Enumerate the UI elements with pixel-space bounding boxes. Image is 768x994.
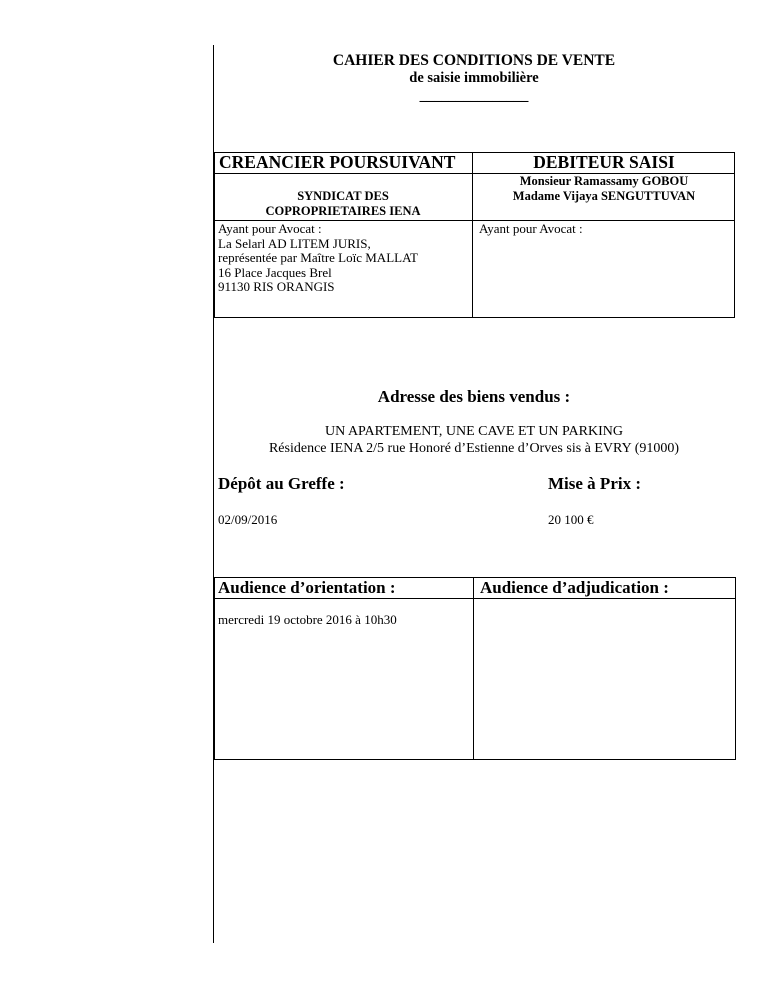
property-description: UN APARTEMENT, UNE CAVE ET UN PARKING (325, 424, 623, 439)
depot-label: Dépôt au Greffe : (218, 474, 345, 493)
creditor-lawyer-block (218, 222, 418, 295)
debtor-lawyer-line: Ayant pour Avocat : (479, 221, 583, 236)
property-address: Résidence IENA 2/5 rue Honoré d’Estienne d’Orves sis à EVRY (91000) (268, 441, 680, 456)
document-title: CAHIER DES CONDITIONS DE VENTE (332, 52, 616, 69)
debtor-heading: DEBITEUR SAISI (533, 152, 675, 172)
creditor-lawyer-line: 16 Place Jacques Brel (218, 264, 332, 280)
hearings-divider-header (214, 598, 736, 599)
debtor-lawyer-block (479, 222, 583, 237)
price-value: 20 100 € (548, 512, 594, 527)
property-heading: Adresse des biens vendus : (377, 387, 571, 406)
title-underline: _______________ (419, 88, 529, 104)
orientation-heading: Audience d’orientation : (218, 578, 396, 597)
hearings-table (214, 577, 736, 760)
creditor-lawyer-line: représentée par Maître Loïc MALLAT (218, 250, 418, 265)
creditor-name-line: COPROPRIETAIRES IENA (265, 204, 421, 218)
price-label: Mise à Prix : (548, 474, 641, 493)
adjudication-heading: Audience d’adjudication : (480, 578, 669, 597)
creditor-lawyer-line: Ayant pour Avocat : (218, 221, 322, 236)
debtor-names (473, 174, 735, 204)
hearings-divider-vertical (473, 577, 474, 760)
creditor-lawyer-line: 91130 RIS ORANGIS (218, 279, 335, 294)
document-subtitle: de saisie immobilière (409, 70, 539, 86)
creditor-lawyer-line: La Selarl AD LITEM JURIS, (218, 235, 371, 251)
creditor-name (214, 189, 472, 219)
creditor-heading: CREANCIER POURSUIVANT (219, 152, 456, 172)
orientation-date: mercredi 19 octobre 2016 à 10h30 (218, 612, 397, 627)
debtor-name-line: Madame Vijaya SENGUTTUVAN (512, 189, 696, 203)
depot-value: 02/09/2016 (218, 512, 278, 527)
creditor-name-line: SYNDICAT DES (297, 189, 389, 203)
debtor-name-line: Monsieur Ramassamy GOBOU (519, 174, 689, 188)
